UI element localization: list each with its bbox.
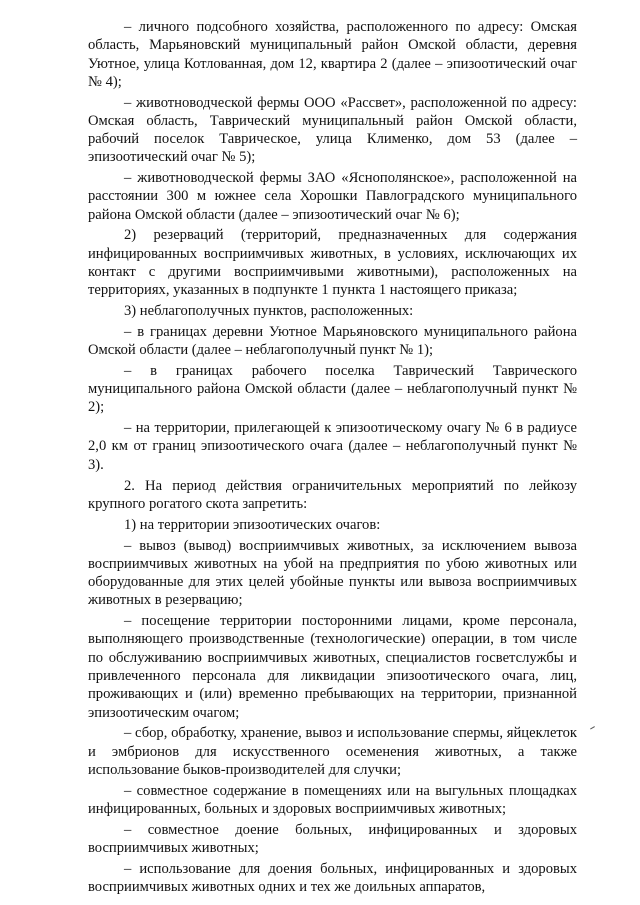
paragraph-focus-4: – личного подсобного хозяйства, расположенного по адресу: Омская область, Марьяновский муниципальный район Омской области, деревня Уютное, улица Котлованная, дом 12, квартира 2 (далее – эпизоотический очаг № 4); <box>88 19 577 90</box>
paragraph-ban-export: – вывоз (вывод) восприимчивых животных, за исключением вывоза восприимчивых животных на убой на предприятия по убою животных или оборудованные для этих целей убойные пункты или вывоза восприимчивых животных в резервацию; <box>88 537 577 609</box>
paragraph-focus-territory: 1) на территории эпизоотических очагов: <box>124 516 381 533</box>
scan-mark <box>590 726 597 733</box>
paragraph-unfavorable-points-heading: 3) неблагополучных пунктов, расположенных: <box>124 303 414 320</box>
paragraph-focus-6: – животноводческой фермы ЗАО «Яснополянское», расположенной на расстоянии 300 м южнее села Хорошки Павлоградского муниципального района Омской области (далее – эпизоотический очаг № 6); <box>88 170 577 223</box>
paragraph-ban-joint-keeping: – совместное содержание в помещениях или на выгульных площадках инфицированных, больных и здоровых восприимчивых животных; <box>88 782 577 817</box>
paragraph-ban-same-apparatus: – использование для доения больных, инфицированных и здоровых восприимчивых животных одних и тех же доильных аппаратов, <box>88 860 577 895</box>
paragraph-unfavorable-point-2: – в границах рабочего поселка Таврический Таврического муниципального района Омской области (далее – неблагополучный пункт № 2); <box>88 362 577 416</box>
paragraph-reservations: 2) резерваций (территорий, предназначенных для содержания инфицированных восприимчивых животных, в условиях, исключающих их контакт с другими восприимчивыми животными), расположенных на территориях, указанных в подпункте 1 пункта 1 настоящего приказа; <box>88 227 577 299</box>
paragraph-ban-semen: – сбор, обработку, хранение, вывоз и использование спермы, яйцеклеток и эмбрионов для искусственного осеменения животных, а также использование быков-производителей для случки; <box>88 725 577 778</box>
paragraph-section-2: 2. На период действия ограничительных мероприятий по лейкозу крупного рогатого скота запретить: <box>88 477 577 513</box>
document-page <box>88 18 577 899</box>
paragraph-unfavorable-point-1: – в границах деревни Уютное Марьяновского муниципального района Омской области (далее – неблагополучный пункт № 1); <box>88 323 577 358</box>
paragraph-ban-visits: – посещение территории посторонними лицами, кроме персонала, выполняющего производственные (технологические) операции, в том числе по обслуживанию восприимчивых животных, специалистов госветслужбы и привлеченного персонала для ликвидации эпизоотического очага, лиц, проживающих и (или) временно пребывающих на территории, признанной эпизоотическим очагом; <box>88 613 577 721</box>
paragraph-ban-joint-milking: – совместное доение больных, инфицированных и здоровых восприимчивых животных; <box>88 821 577 856</box>
paragraph-focus-5: – животноводческой фермы ООО «Рассвет», расположенной по адресу: Омская область, Таврический муниципальный район Омской области, рабочий поселок Таврическое, улица Клименко, дом 53 (далее – эпизоотический очаг № 5); <box>88 94 577 166</box>
paragraph-unfavorable-point-3: – на территории, прилегающей к эпизоотическому очагу № 6 в радиусе 2,0 км от границ эпизоотического очага (далее – неблагополучный пункт № 3). <box>88 419 577 473</box>
